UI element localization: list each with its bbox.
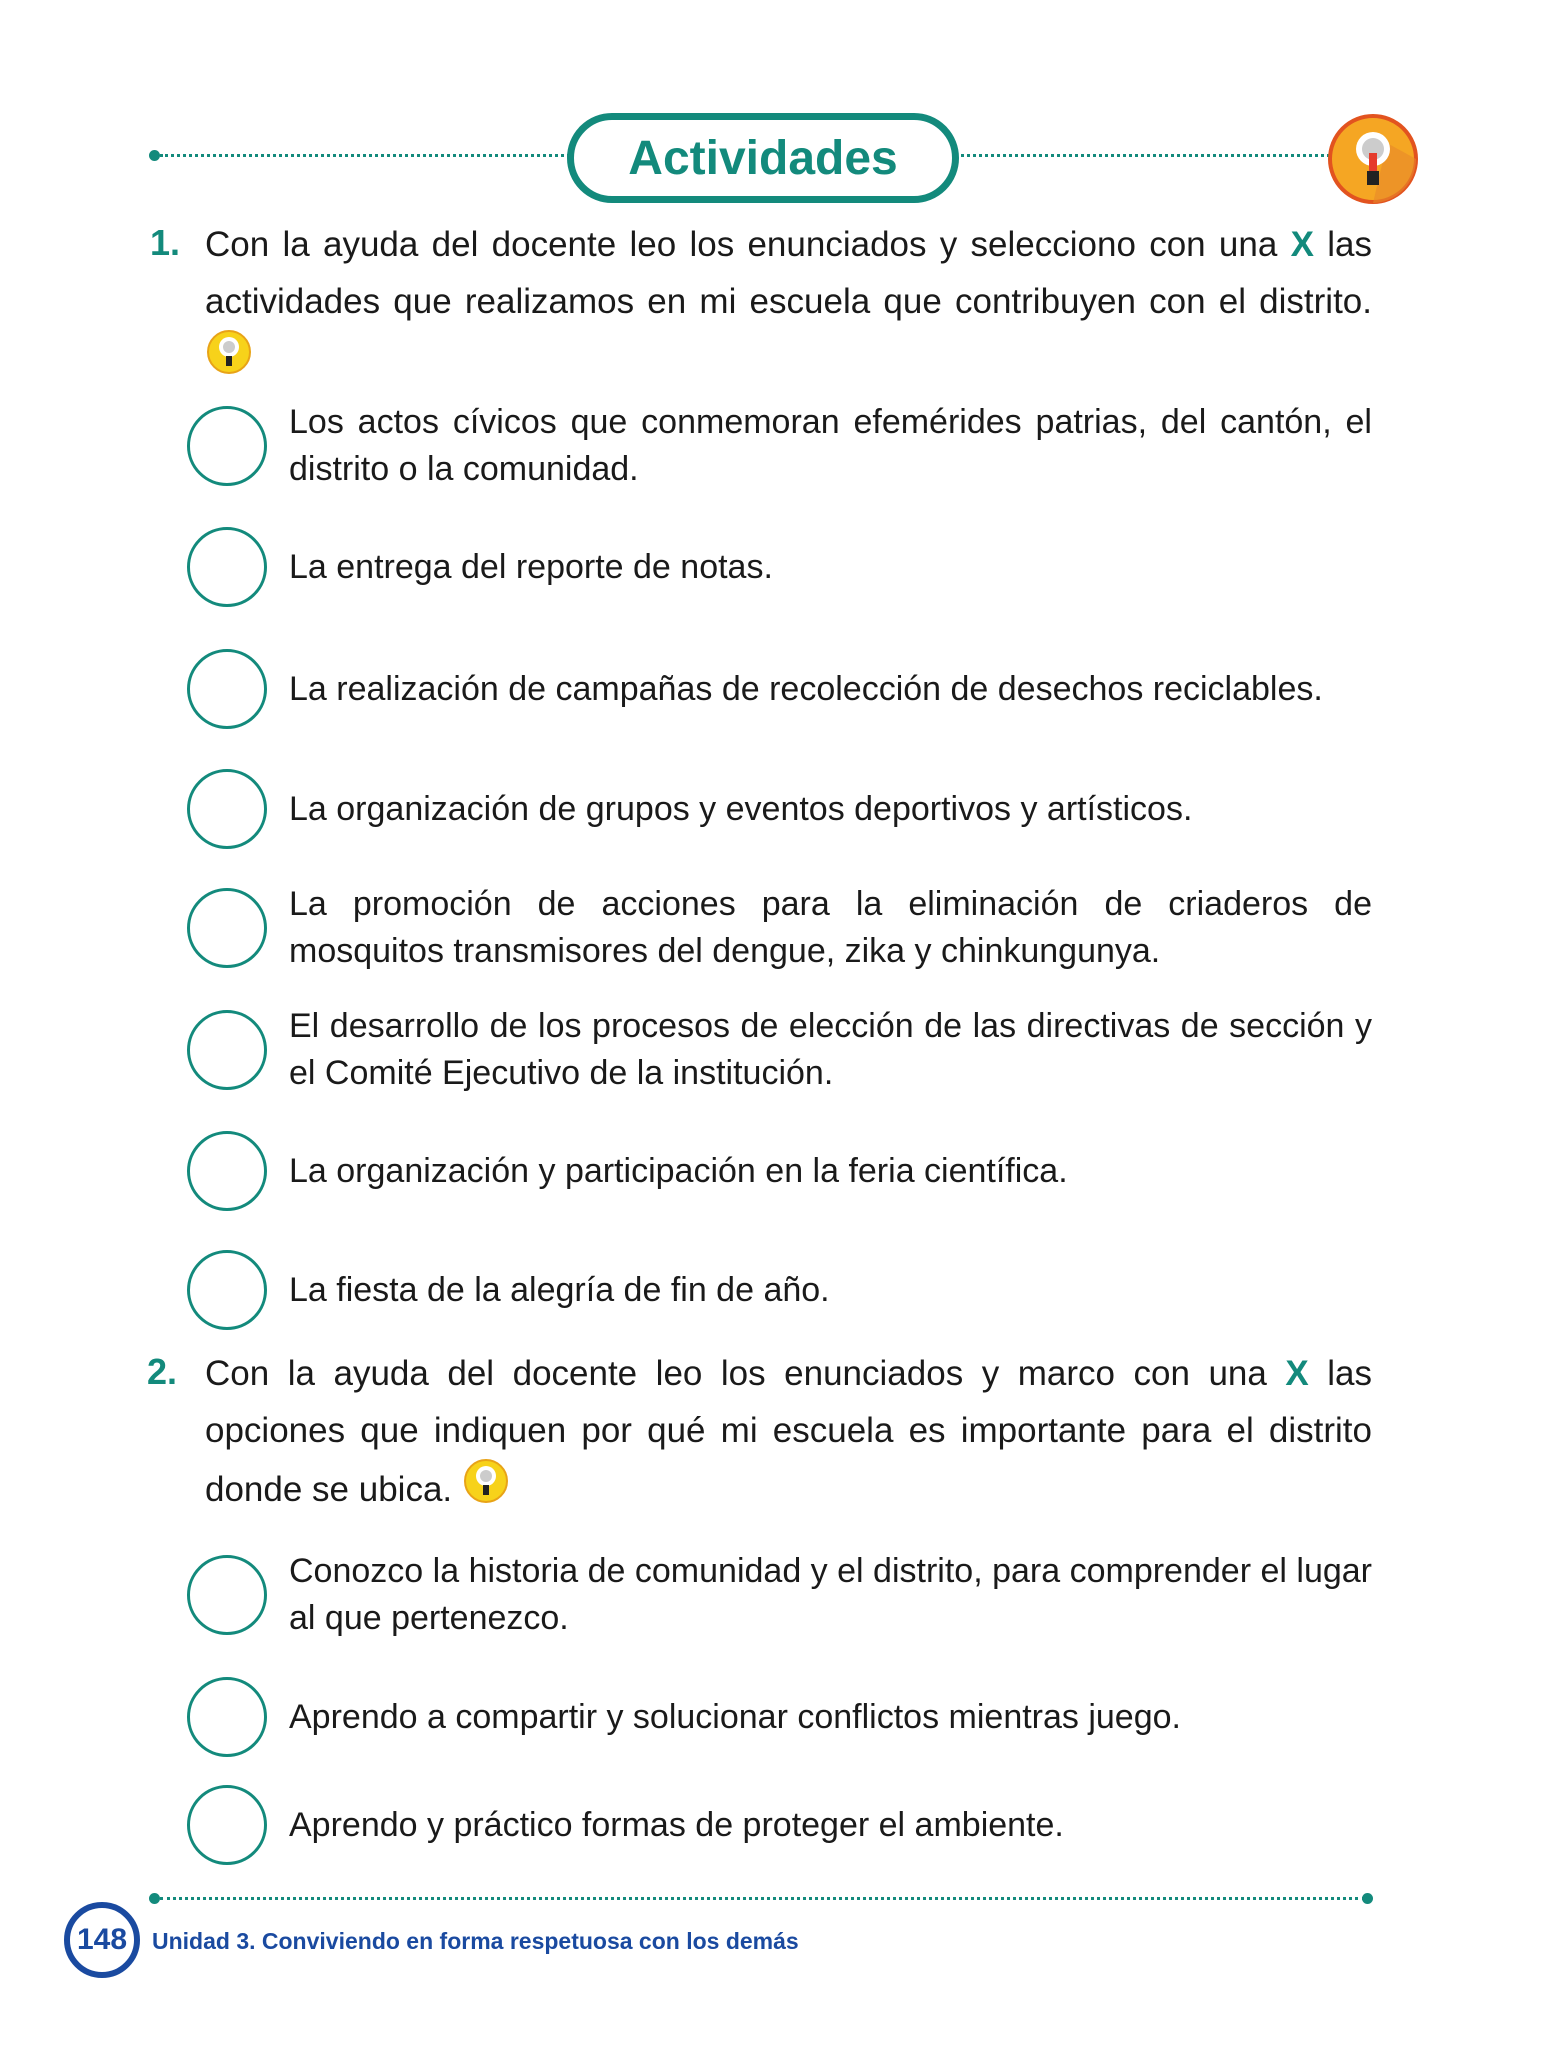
page-number: 148 <box>64 1902 140 1978</box>
option-item[interactable]: La fiesta de la alegría de fin de año. <box>187 1230 1372 1350</box>
line-dot <box>1362 1893 1373 1904</box>
divider <box>950 154 1330 157</box>
divider <box>160 154 570 157</box>
checkbox-circle[interactable] <box>187 649 267 729</box>
checkbox-circle[interactable] <box>187 406 267 486</box>
lightbulb-icon <box>462 1459 510 1524</box>
unit-title: Unidad 3. Conviviendo en forma respetuosa con los demás <box>152 1928 799 1954</box>
option-item[interactable]: La realización de campañas de recolección de desechos reciclables. <box>187 629 1372 749</box>
line-dot <box>149 1893 160 1904</box>
x-mark: X <box>1290 225 1314 264</box>
option-item[interactable]: La entrega del reporte de notas. <box>187 507 1372 627</box>
option-item[interactable]: La organización y participación en la feria científica. <box>187 1111 1372 1231</box>
footer-divider <box>160 1897 1365 1900</box>
checkbox-circle[interactable] <box>187 1010 267 1090</box>
checkbox-circle[interactable] <box>187 1785 267 1865</box>
option-item[interactable]: La promoción de acciones para la eliminación de criaderos de mosquitos transmisores del dengue, zika y chinkungunya. <box>187 868 1372 988</box>
option-item[interactable]: Conozco la historia de comunidad y el distrito, para comprender el lugar al que pertenezco. <box>187 1535 1372 1655</box>
checkbox-circle[interactable] <box>187 769 267 849</box>
line-dot <box>149 150 160 161</box>
option-item[interactable]: La organización de grupos y eventos deportivos y artísticos. <box>187 749 1372 869</box>
checkbox-circle[interactable] <box>187 888 267 968</box>
checkbox-circle[interactable] <box>187 1677 267 1757</box>
checkbox-circle[interactable] <box>187 1555 267 1635</box>
option-item[interactable]: Aprendo y práctico formas de proteger el ambiente. <box>187 1765 1372 1885</box>
question-2-text: Con la ayuda del docente leo los enunciados y marco con una X las opciones que indiquen por qué mi escuela es importante para el distrito donde se ubica. <box>205 1345 1372 1524</box>
section-title: Actividades <box>567 113 959 203</box>
checkbox-circle[interactable] <box>187 1250 267 1330</box>
question-number: 1. <box>150 222 181 263</box>
x-mark: X <box>1285 1354 1309 1393</box>
question-number: 2. <box>147 1351 178 1392</box>
question-1-text: Con la ayuda del docente leo los enunciados y selecciono con una X las actividades que realizamos en mi escuela que contribuyen con el distrito. <box>205 216 1372 395</box>
option-item[interactable]: El desarrollo de los procesos de elección de las directivas de sección y el Comité Ejecutivo de la institución. <box>187 990 1372 1110</box>
option-item[interactable]: Aprendo a compartir y solucionar conflictos mientras juego. <box>187 1657 1372 1777</box>
checkbox-circle[interactable] <box>187 527 267 607</box>
checkbox-circle[interactable] <box>187 1131 267 1211</box>
option-item[interactable]: Los actos cívicos que conmemoran efemérides patrias, del cantón, el distrito o la comunidad. <box>187 386 1372 506</box>
lightbulb-pencil-icon <box>1327 113 1419 210</box>
